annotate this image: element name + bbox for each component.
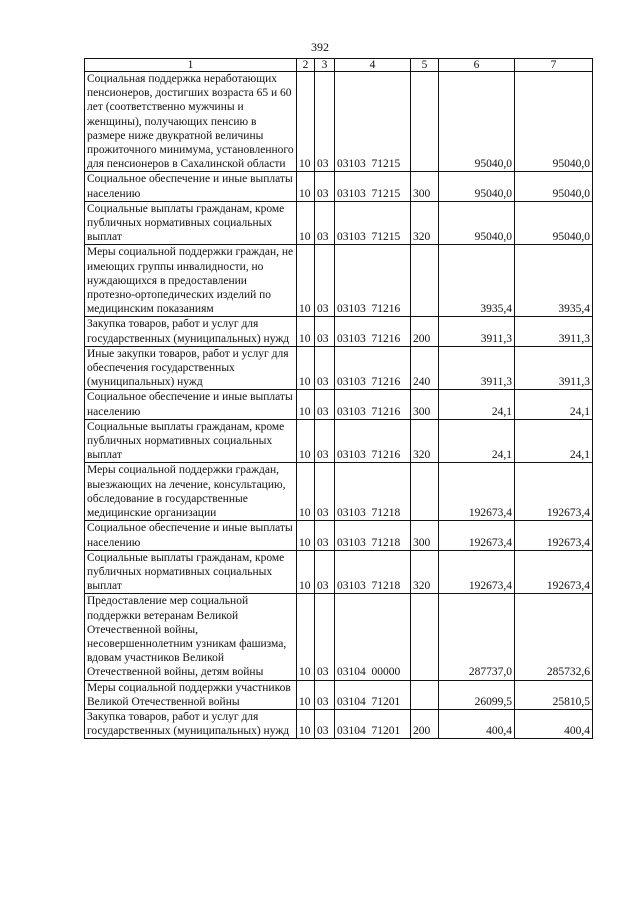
target-article-cell: 03103 71215 [335,172,411,201]
expense-type-cell [411,245,439,317]
subsection-code-cell: 03 [315,72,335,172]
budget-table [84,58,593,739]
subsection-code-cell: 03 [315,419,335,463]
target-article-cell: 03104 71201 [335,680,411,709]
table-row [85,594,593,680]
section-code-cell: 10 [297,317,315,346]
amount-year1-cell: 192673,4 [439,550,515,594]
table-row [85,245,593,317]
expense-type-cell: 300 [411,390,439,419]
row-name-cell: Социальное обеспечение и иные выплаты населению [85,521,297,550]
target-article-cell: 03103 71218 [335,463,411,521]
subsection-code-cell: 03 [315,172,335,201]
amount-year1-cell: 26099,5 [439,680,515,709]
amount-year1-cell: 3935,4 [439,245,515,317]
section-code-cell: 10 [297,245,315,317]
expense-type-cell [411,72,439,172]
amount-year2-cell: 3911,3 [515,317,593,346]
subsection-code-cell: 03 [315,709,335,738]
table-row [85,172,593,201]
expense-type-cell: 320 [411,550,439,594]
target-article-cell: 03103 71215 [335,72,411,172]
expense-type-cell [411,463,439,521]
subsection-code-cell: 03 [315,680,335,709]
table-body [85,72,593,739]
row-name-cell: Социальные выплаты гражданам, кроме публичных нормативных социальных выплат [85,201,297,245]
target-article-cell: 03103 71216 [335,390,411,419]
amount-year2-cell: 95040,0 [515,201,593,245]
table-row [85,201,593,245]
subsection-code-cell: 03 [315,550,335,594]
section-code-cell: 10 [297,419,315,463]
subsection-code-cell: 03 [315,594,335,680]
expense-type-cell: 320 [411,201,439,245]
amount-year2-cell: 24,1 [515,419,593,463]
target-article-cell: 03103 71218 [335,550,411,594]
subsection-code-cell: 03 [315,521,335,550]
table-row [85,521,593,550]
amount-year1-cell: 95040,0 [439,201,515,245]
amount-year1-cell: 24,1 [439,390,515,419]
amount-year2-cell: 192673,4 [515,550,593,594]
expense-type-cell [411,680,439,709]
target-article-cell: 03104 71201 [335,709,411,738]
amount-year1-cell: 400,4 [439,709,515,738]
amount-year2-cell: 192673,4 [515,521,593,550]
table-row [85,463,593,521]
target-article-cell: 03104 00000 [335,594,411,680]
target-article-cell: 03103 71216 [335,346,411,390]
row-name-cell: Меры социальной поддержки граждан, выезжающих на лечение, консультацию, обследование в государственные медицинские организации [85,463,297,521]
table-row [85,680,593,709]
row-name-cell: Предоставление мер социальной поддержки ветеранам Великой Отечественной войны, несовершеннолетним узникам фашизма, вдовам участников Великой Отечественной войны, детям войны [85,594,297,680]
col-header-3: 3 [315,59,335,72]
subsection-code-cell: 03 [315,245,335,317]
amount-year1-cell: 95040,0 [439,72,515,172]
amount-year2-cell: 95040,0 [515,172,593,201]
row-name-cell: Иные закупки товаров, работ и услуг для обеспечения государственных (муниципальных) нужд [85,346,297,390]
col-header-4: 4 [335,59,411,72]
section-code-cell: 10 [297,390,315,419]
expense-type-cell: 320 [411,419,439,463]
col-header-7: 7 [515,59,593,72]
section-code-cell: 10 [297,172,315,201]
table-row [85,346,593,390]
amount-year2-cell: 285732,6 [515,594,593,680]
amount-year1-cell: 192673,4 [439,521,515,550]
target-article-cell: 03103 71215 [335,201,411,245]
page-number: 392 [311,40,329,54]
section-code-cell: 10 [297,594,315,680]
expense-type-cell [411,594,439,680]
amount-year1-cell: 24,1 [439,419,515,463]
row-name-cell: Социальное обеспечение и иные выплаты населению [85,390,297,419]
target-article-cell: 03103 71216 [335,317,411,346]
amount-year1-cell: 192673,4 [439,463,515,521]
header-row [85,59,593,72]
row-name-cell: Социальные выплаты гражданам, кроме публичных нормативных социальных выплат [85,419,297,463]
amount-year2-cell: 3911,3 [515,346,593,390]
section-code-cell: 10 [297,346,315,390]
row-name-cell: Закупка товаров, работ и услуг для государственных (муниципальных) нужд [85,317,297,346]
section-code-cell: 10 [297,201,315,245]
subsection-code-cell: 03 [315,390,335,419]
row-name-cell: Закупка товаров, работ и услуг для государственных (муниципальных) нужд [85,709,297,738]
expense-type-cell: 200 [411,317,439,346]
amount-year2-cell: 400,4 [515,709,593,738]
section-code-cell: 10 [297,463,315,521]
row-name-cell: Социальная поддержка неработающих пенсионеров, достигших возраста 65 и 60 лет (соответственно мужчины и женщины), получающих пенсию в размере ниже двукратной величины прожиточного минимума, установленного для пенсионеров в Сахалинской области [85,72,297,172]
section-code-cell: 10 [297,72,315,172]
table-row [85,419,593,463]
row-name-cell: Социальное обеспечение и иные выплаты населению [85,172,297,201]
section-code-cell: 10 [297,709,315,738]
col-header-6: 6 [439,59,515,72]
amount-year1-cell: 287737,0 [439,594,515,680]
section-code-cell: 10 [297,550,315,594]
subsection-code-cell: 03 [315,346,335,390]
amount-year1-cell: 95040,0 [439,172,515,201]
subsection-code-cell: 03 [315,201,335,245]
amount-year2-cell: 3935,4 [515,245,593,317]
table-row [85,317,593,346]
amount-year2-cell: 25810,5 [515,680,593,709]
target-article-cell: 03103 71218 [335,521,411,550]
expense-type-cell: 240 [411,346,439,390]
table-row [85,550,593,594]
amount-year2-cell: 24,1 [515,390,593,419]
expense-type-cell: 300 [411,172,439,201]
section-code-cell: 10 [297,680,315,709]
expense-type-cell: 300 [411,521,439,550]
table-row [85,390,593,419]
col-header-2: 2 [297,59,315,72]
amount-year1-cell: 3911,3 [439,317,515,346]
table-row [85,72,593,172]
amount-year1-cell: 3911,3 [439,346,515,390]
target-article-cell: 03103 71216 [335,419,411,463]
target-article-cell: 03103 71216 [335,245,411,317]
amount-year2-cell: 192673,4 [515,463,593,521]
table-row [85,709,593,738]
col-header-5: 5 [411,59,439,72]
expense-type-cell: 200 [411,709,439,738]
row-name-cell: Меры социальной поддержки участников Великой Отечественной войны [85,680,297,709]
row-name-cell: Социальные выплаты гражданам, кроме публичных нормативных социальных выплат [85,550,297,594]
row-name-cell: Меры социальной поддержки граждан, не имеющих группы инвалидности, но нуждающихся в предоставлении протезно-ортопедических изделий по медицинским показаниям [85,245,297,317]
subsection-code-cell: 03 [315,317,335,346]
subsection-code-cell: 03 [315,463,335,521]
col-header-1: 1 [85,59,297,72]
section-code-cell: 10 [297,521,315,550]
amount-year2-cell: 95040,0 [515,72,593,172]
